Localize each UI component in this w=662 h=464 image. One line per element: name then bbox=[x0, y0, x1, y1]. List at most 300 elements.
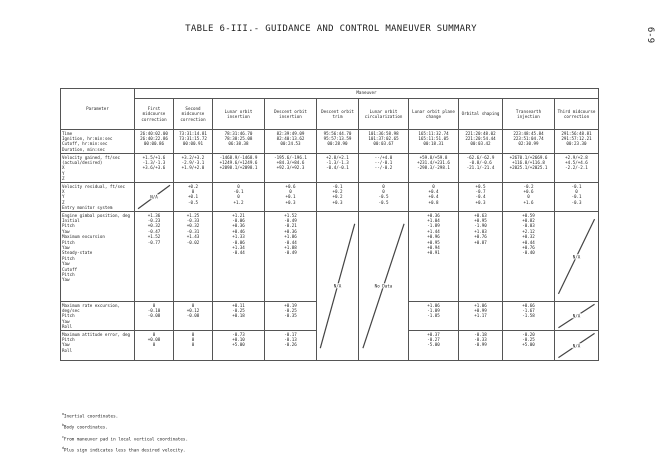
cell-line: +0.76 bbox=[522, 245, 535, 250]
data-cell bbox=[174, 212, 213, 302]
cell-line: -0.2 bbox=[523, 183, 534, 189]
cell-line: 73:31:14.81 bbox=[179, 130, 207, 136]
cell-line: Z bbox=[62, 199, 65, 205]
cell-line: -0.23 bbox=[147, 217, 161, 223]
cell-line: -0.31 bbox=[186, 228, 200, 234]
cell-line: +1.2 bbox=[233, 199, 244, 205]
cell-line: +0.1 bbox=[187, 194, 199, 200]
maneuver-table bbox=[60, 88, 599, 361]
cell-line: +1.04 bbox=[427, 217, 440, 223]
column-header: Second midcourse correction bbox=[174, 99, 213, 130]
cell-line: +0.44 bbox=[522, 239, 535, 245]
cell-line: -0.99 bbox=[474, 342, 487, 348]
cell-line: -2.2/-2.1 bbox=[565, 165, 588, 171]
footnote: $^c$From maneuver pad in local vertical coordinates. bbox=[62, 434, 189, 443]
cell-line: -0.25 bbox=[232, 307, 245, 313]
data-cell bbox=[503, 183, 555, 212]
column-header: Lunar orbit plane change bbox=[409, 99, 459, 130]
cell-line: +0.99 bbox=[474, 307, 487, 313]
data-cell bbox=[174, 331, 213, 361]
cell-line: 00:00.86 bbox=[143, 141, 165, 147]
cell-line: 73:31:15.72 bbox=[179, 135, 207, 141]
cell-line: --/-0.1 bbox=[374, 159, 393, 165]
cell-line: Yaw bbox=[62, 342, 70, 348]
cell-line: -195.6/-196.1 bbox=[274, 154, 307, 160]
data-cell bbox=[174, 154, 213, 183]
data-cell bbox=[409, 154, 459, 183]
data-cell bbox=[213, 154, 265, 183]
cell-line: 26:40:22.86 bbox=[140, 135, 168, 141]
cell-line: 02:30.99 bbox=[518, 141, 539, 147]
data-cell bbox=[265, 212, 317, 302]
cell-line: -0.08 bbox=[147, 313, 161, 319]
data-cell bbox=[265, 302, 317, 331]
cell-line: Velocity gained, ft/sec bbox=[62, 154, 120, 160]
cell-line: Time bbox=[62, 130, 73, 136]
cell-line: Velocity residual, ft/sec bbox=[62, 183, 126, 189]
cell-line: 0 bbox=[382, 188, 385, 194]
cell-line: 0 bbox=[237, 183, 240, 189]
cell-line: 00:03.42 bbox=[470, 141, 491, 147]
table-row bbox=[61, 183, 599, 212]
cell-line: 78:38:25.08 bbox=[224, 135, 253, 141]
cell-line: -0.33 bbox=[186, 217, 200, 223]
cell-line: -0.77 bbox=[147, 239, 161, 245]
data-cell bbox=[174, 183, 213, 212]
cell-line: -1.09 bbox=[427, 307, 440, 313]
cell-line: +1.33 bbox=[232, 234, 245, 240]
cell-line: +1.21 bbox=[232, 212, 245, 218]
cell-line: 221:20:54.44 bbox=[465, 135, 496, 141]
cell-line: +231.4/+231.6 bbox=[417, 159, 450, 165]
data-cell bbox=[459, 130, 503, 154]
cell-line: -0.49 bbox=[284, 217, 297, 223]
column-header: Descent orbit insertion bbox=[265, 99, 317, 130]
cell-line: Cutoff bbox=[62, 266, 78, 272]
cell-line: Pitch bbox=[62, 337, 75, 342]
cell-line: 95:57:13.59 bbox=[323, 135, 352, 141]
cell-line: -0.44 bbox=[232, 250, 245, 256]
cell-line: 223:48:45.84 bbox=[513, 130, 544, 136]
data-cell bbox=[135, 331, 174, 361]
cell-line: Pitch bbox=[62, 272, 75, 278]
cell-line: -0.5 bbox=[187, 199, 199, 205]
cell-line: -2.9/-3.1 bbox=[181, 159, 205, 165]
cell-line: +1.88 bbox=[284, 245, 297, 250]
cell-line: 00:28.90 bbox=[327, 141, 348, 147]
cell-line: -0.27 bbox=[427, 337, 440, 342]
cell-line: 0 bbox=[289, 188, 292, 194]
data-cell bbox=[459, 302, 503, 331]
cell-line: +0.63 bbox=[474, 212, 487, 218]
cell-line: +2.12 bbox=[522, 228, 535, 234]
cell-line: +0.12 bbox=[186, 307, 200, 313]
cell-line: Duration, min:sec bbox=[62, 146, 105, 152]
cell-line: +1.36 bbox=[147, 212, 161, 218]
cell-line: 0 bbox=[152, 342, 156, 348]
cell-line: +92.3/+92.3 bbox=[276, 165, 305, 171]
cell-line: -0.1 bbox=[332, 183, 343, 189]
data-cell bbox=[359, 130, 409, 154]
data-cell bbox=[359, 183, 409, 212]
cell-line: Cutoff, hr:min:sec bbox=[62, 141, 108, 147]
cell-line: -0.08 bbox=[186, 313, 200, 319]
cell-line: +0.3 bbox=[332, 199, 343, 205]
na-label: N/A bbox=[572, 313, 581, 319]
cell-line: 00:00.91 bbox=[182, 141, 204, 147]
cell-line: -0.47 bbox=[147, 228, 161, 234]
data-cell bbox=[555, 154, 599, 183]
cell-line: -0.3 bbox=[571, 199, 582, 205]
data-cell bbox=[503, 212, 555, 302]
na-cell bbox=[135, 183, 174, 212]
cell-line: -0.35 bbox=[284, 313, 297, 319]
parameter-cell bbox=[61, 212, 135, 302]
cell-line: X bbox=[62, 165, 65, 171]
cell-line: -0.1 bbox=[233, 188, 244, 194]
cell-line: -1.67 bbox=[522, 307, 535, 313]
cell-line: 291:56:48.81 bbox=[561, 130, 592, 136]
cell-line: 0 bbox=[382, 183, 385, 189]
cell-line: -62.6/-62.9 bbox=[466, 154, 495, 160]
cell-line: +1.25 bbox=[186, 212, 200, 218]
cell-line: 78:31:46.70 bbox=[224, 130, 253, 136]
data-cell bbox=[265, 130, 317, 154]
footnote: $^b$Body coordinates. bbox=[62, 423, 108, 431]
cell-line: -0.44 bbox=[284, 239, 297, 245]
page-number: 6-9 bbox=[644, 26, 655, 44]
cell-line: 0 bbox=[432, 183, 435, 189]
cell-line: 101:36:58.98 bbox=[368, 130, 399, 136]
cell-line: Pitch bbox=[62, 255, 75, 261]
data-cell bbox=[265, 331, 317, 361]
column-header: Lunar orbit insertion bbox=[213, 99, 265, 130]
table-row bbox=[61, 154, 599, 183]
cell-line: Maximum attitude error, deg bbox=[62, 331, 131, 337]
cell-line: +0.91 bbox=[427, 250, 440, 256]
cell-line: +1.44 bbox=[427, 228, 440, 234]
cell-line: 00:24.53 bbox=[280, 141, 301, 147]
cell-line: Yaw bbox=[62, 318, 70, 324]
cell-line: Entry monitor system bbox=[62, 205, 113, 211]
cell-line: 165:11:51.05 bbox=[418, 135, 449, 141]
cell-line: +1.5/+1.6 bbox=[142, 154, 166, 160]
cell-line: +1.06 bbox=[427, 302, 440, 308]
cell-line: +1.34 bbox=[232, 245, 245, 250]
cell-line: 0 bbox=[152, 331, 156, 337]
cell-line: -0.5 bbox=[378, 194, 389, 200]
data-cell bbox=[555, 183, 599, 212]
cell-line: +59.8/+59.8 bbox=[419, 154, 448, 160]
cell-line: -1.85 bbox=[427, 313, 440, 319]
cell-line: Yaw bbox=[62, 261, 70, 267]
cell-line: 165:11:32.74 bbox=[418, 130, 449, 136]
header-columns-row bbox=[61, 99, 599, 130]
cell-line: -1.58 bbox=[522, 313, 535, 319]
cell-line: Maximum excursion bbox=[62, 234, 105, 240]
cell-line: -0.26 bbox=[284, 342, 297, 348]
cell-line: +0.37 bbox=[427, 331, 440, 337]
cell-line: Steady-state bbox=[62, 250, 93, 256]
data-cell bbox=[503, 331, 555, 361]
cell-line: 95:56:44.70 bbox=[323, 130, 352, 136]
data-cell bbox=[359, 154, 409, 183]
cell-line: +3.2/+3.2 bbox=[181, 154, 205, 160]
cell-line: +0.96 bbox=[427, 234, 440, 240]
table-row bbox=[61, 212, 599, 302]
cell-line: -0.17 bbox=[284, 331, 297, 337]
cell-line: Yaw bbox=[62, 228, 70, 234]
table-row bbox=[61, 130, 599, 154]
cell-line: +116.8/+116.8 bbox=[512, 159, 545, 165]
parameter-cell bbox=[61, 154, 135, 183]
cell-line: -21.1/-21.4 bbox=[466, 165, 495, 171]
data-cell bbox=[459, 331, 503, 361]
cell-line: +0.46 bbox=[232, 228, 245, 234]
cell-line: -0.21 bbox=[284, 223, 297, 229]
column-header: Lunar orbit circularization bbox=[359, 99, 409, 130]
parameter-cell bbox=[61, 331, 135, 361]
cell-line: +0.32 bbox=[186, 223, 200, 229]
cell-line: -1.89 bbox=[427, 223, 440, 229]
cell-line: 00:18.31 bbox=[423, 141, 444, 147]
cell-line: Roll bbox=[62, 347, 73, 353]
cell-line: +0.95 bbox=[427, 239, 440, 245]
cell-line: +0.95 bbox=[474, 217, 487, 223]
cell-line: -0.25 bbox=[522, 337, 535, 342]
cell-line: -1.3/-1.3 bbox=[326, 159, 349, 165]
cell-line: +2.9/+2.8 bbox=[565, 154, 588, 160]
cell-line: 223:51:04.74 bbox=[513, 135, 544, 141]
parameter-cell bbox=[61, 130, 135, 154]
cell-line: 0 bbox=[191, 337, 195, 342]
na-label: N/A bbox=[572, 253, 581, 259]
cell-line: 00:03.67 bbox=[373, 141, 394, 147]
cell-line: +0.4 bbox=[428, 194, 439, 200]
column-header: Descent orbit trim bbox=[317, 99, 359, 130]
cell-line: +0.3 bbox=[285, 199, 296, 205]
cell-line: +5.00 bbox=[522, 342, 535, 348]
data-cell bbox=[135, 154, 174, 183]
cell-line: 0 bbox=[191, 302, 195, 308]
cell-line: -0.33 bbox=[474, 337, 487, 342]
cell-line: +0.5 bbox=[475, 183, 486, 189]
maneuver-group-header: Maneuver bbox=[135, 89, 599, 99]
na-cell bbox=[555, 302, 599, 331]
cell-line: 0 bbox=[191, 342, 195, 348]
cell-line: +0.32 bbox=[522, 234, 535, 240]
data-cell bbox=[503, 302, 555, 331]
cell-line: +0.36 bbox=[284, 228, 297, 234]
cell-line: 0 bbox=[191, 188, 195, 194]
cell-line: -0.49 bbox=[284, 250, 297, 256]
cell-line: -1468.9/-1468.9 bbox=[219, 154, 258, 160]
cell-line: +0.4 bbox=[428, 188, 439, 194]
na-label: N/A bbox=[333, 283, 342, 289]
cell-line: 101:37:02.65 bbox=[368, 135, 399, 141]
column-header: First midcourse correction bbox=[135, 99, 174, 130]
data-cell bbox=[174, 302, 213, 331]
cell-line: Initial bbox=[62, 217, 80, 223]
cell-line: -0.18 bbox=[474, 331, 487, 337]
data-cell bbox=[213, 302, 265, 331]
data-cell bbox=[409, 212, 459, 302]
cell-line: +0.2 bbox=[332, 188, 343, 194]
column-header: Transearth injection bbox=[503, 99, 555, 130]
cell-line: +1.52 bbox=[147, 234, 161, 240]
cell-line: Pitch bbox=[62, 223, 75, 229]
cell-line: -0.25 bbox=[284, 307, 297, 313]
cell-line: -0.10 bbox=[147, 307, 161, 313]
cell-line: (actual/desired) bbox=[62, 159, 103, 165]
cell-line: -0.13 bbox=[284, 337, 297, 342]
cell-line: 0 bbox=[152, 302, 156, 308]
data-cell bbox=[174, 130, 213, 154]
cell-line: -0.20 bbox=[522, 331, 535, 337]
cell-line: 0 bbox=[527, 194, 530, 200]
cell-line: -1.3/-1.3 bbox=[142, 159, 166, 165]
footnote: $^a$Inertial coordinates. bbox=[62, 412, 119, 420]
cell-line: 0 bbox=[575, 188, 578, 194]
cell-line: +0.82 bbox=[522, 217, 535, 223]
cell-line: +0.59 bbox=[522, 212, 535, 218]
parameter-cell bbox=[61, 183, 135, 212]
cell-line: Yaw bbox=[62, 277, 70, 283]
cell-line: +0.6 bbox=[523, 188, 534, 194]
data-cell bbox=[555, 130, 599, 154]
cell-line: +1.9/+2.0 bbox=[181, 165, 205, 171]
cell-line: +0.36 bbox=[427, 212, 440, 218]
data-cell bbox=[459, 154, 503, 183]
cell-line: +0.3 bbox=[475, 199, 486, 205]
cell-line: +1.6 bbox=[523, 199, 534, 205]
cell-line: 82:40:13.62 bbox=[276, 135, 305, 141]
cell-line: Pitch bbox=[62, 313, 75, 319]
cell-line: +0.6 bbox=[285, 183, 296, 189]
cell-line: 82:39:49.09 bbox=[276, 130, 305, 136]
cell-line: --/-0.2 bbox=[374, 165, 393, 171]
cell-line: -0.4 bbox=[475, 194, 486, 200]
cell-line: +0.32 bbox=[147, 223, 161, 229]
cell-line: -0.73 bbox=[232, 331, 245, 337]
cell-line: 0 bbox=[191, 331, 195, 337]
data-cell bbox=[265, 154, 317, 183]
cell-line: X bbox=[62, 188, 65, 194]
na-label: N/A bbox=[572, 342, 581, 348]
cell-line: 06:38.38 bbox=[228, 141, 249, 147]
cell-line: +0.76 bbox=[474, 234, 487, 240]
no-data-cell bbox=[359, 212, 409, 361]
data-cell bbox=[135, 130, 174, 154]
cell-line: +0.08 bbox=[147, 337, 161, 342]
footnote: $^d$Plus sign indicates less than desired velocity. bbox=[62, 446, 186, 454]
cell-line: Ignition, hr:min:sec bbox=[62, 135, 113, 141]
cell-line: -0.1 bbox=[571, 194, 582, 200]
data-cell bbox=[409, 302, 459, 331]
data-cell bbox=[213, 331, 265, 361]
cell-line: 26:40:02.00 bbox=[140, 130, 168, 136]
cell-line: Yaw bbox=[62, 245, 70, 250]
na-cell bbox=[555, 331, 599, 361]
cell-line: +0.36 bbox=[232, 223, 245, 229]
cell-line: +0.18 bbox=[232, 313, 245, 319]
cell-line: +0.2 bbox=[187, 183, 199, 189]
data-cell bbox=[213, 183, 265, 212]
data-cell bbox=[503, 130, 555, 154]
cell-line: --/+4.0 bbox=[374, 154, 393, 160]
cell-line: +0.19 bbox=[284, 302, 297, 308]
cell-line: +1.03 bbox=[474, 228, 487, 234]
parameter-cell bbox=[61, 302, 135, 331]
data-cell bbox=[409, 183, 459, 212]
cell-line: -0.4/-0.1 bbox=[326, 165, 349, 171]
na-label: N/A bbox=[150, 194, 158, 200]
cell-line: +84.3/+84.6 bbox=[276, 159, 305, 165]
cell-line: -0.8/-0.6 bbox=[469, 159, 492, 165]
cell-line: Engine gimbal position, deg bbox=[62, 212, 131, 218]
cell-line: +0.94 bbox=[427, 245, 440, 250]
data-cell bbox=[459, 183, 503, 212]
column-header: Orbital shaping bbox=[459, 99, 503, 130]
na-cell bbox=[317, 212, 359, 361]
cell-line: +0.2 bbox=[332, 194, 343, 200]
data-cell bbox=[213, 130, 265, 154]
header-group-row bbox=[61, 89, 599, 99]
data-cell bbox=[213, 212, 265, 302]
na-cell bbox=[555, 212, 599, 302]
cell-line: -0.03 bbox=[522, 223, 535, 229]
footnotes bbox=[62, 410, 188, 456]
data-cell bbox=[265, 183, 317, 212]
column-header: Third midcourse correction bbox=[555, 99, 599, 130]
data-cell bbox=[317, 130, 359, 154]
data-cell bbox=[317, 154, 359, 183]
cell-line: -0.02 bbox=[186, 239, 200, 245]
cell-line: -0.5 bbox=[378, 199, 389, 205]
cell-line: -298.3/-298.1 bbox=[417, 165, 450, 171]
cell-line: +1.86 bbox=[284, 234, 297, 240]
cell-line: +0.87 bbox=[474, 239, 487, 245]
cell-line: +2.8/+2.1 bbox=[326, 154, 349, 160]
cell-line: +0.10 bbox=[232, 337, 245, 342]
cell-line: +1.17 bbox=[474, 313, 487, 319]
data-cell bbox=[503, 154, 555, 183]
cell-line: -1.90 bbox=[474, 223, 487, 229]
cell-line: Y bbox=[62, 170, 65, 176]
cell-line: +5.00 bbox=[232, 342, 245, 348]
cell-line: +0.1 bbox=[285, 194, 296, 200]
cell-line: +2098.1/+2098.1 bbox=[219, 165, 258, 171]
cell-line: Z bbox=[62, 176, 65, 182]
cell-line: +0.66 bbox=[522, 302, 535, 308]
data-cell bbox=[135, 212, 174, 302]
cell-line: Maximum rate excursion, deg/sec bbox=[62, 302, 120, 313]
data-cell bbox=[317, 183, 359, 212]
cell-line: +4.5/+4.6 bbox=[565, 159, 588, 165]
cell-line: -0.7 bbox=[475, 188, 486, 194]
cell-line: -0.06 bbox=[232, 217, 245, 223]
table-title: TABLE 6-III.- GUIDANCE AND CONTROL MANEUVER SUMMARY bbox=[185, 24, 477, 34]
cell-line: +3.6/+3.6 bbox=[142, 165, 166, 171]
cell-line: -0.1 bbox=[571, 183, 582, 189]
cell-line: 291:57:12.21 bbox=[561, 135, 592, 141]
data-cell bbox=[135, 302, 174, 331]
cell-line: 00:23.30 bbox=[566, 141, 587, 147]
cell-line: +1.52 bbox=[284, 212, 297, 218]
cell-line: +2025.1/+2025.1 bbox=[509, 165, 548, 171]
parameter-header: Parameter bbox=[61, 89, 135, 130]
cell-line: Y bbox=[62, 194, 65, 200]
